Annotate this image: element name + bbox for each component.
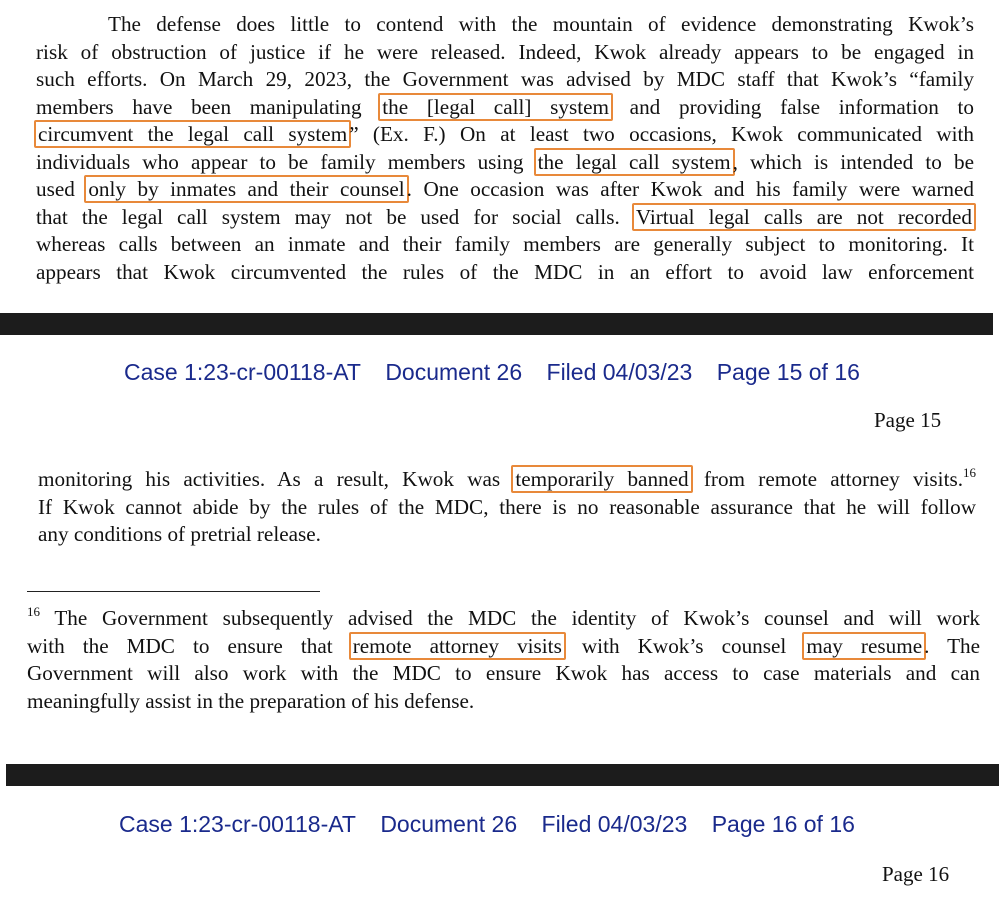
text-line <box>36 66 974 94</box>
case-number: Case 1:23-cr-00118-AT <box>124 359 361 385</box>
highlighted-phrase: remote attorney visits <box>349 632 566 660</box>
ecf-header-page16 <box>119 811 1000 838</box>
highlighted-phrase: only by inmates and their counsel <box>84 175 408 203</box>
ecf-header-page15 <box>124 359 1000 386</box>
page-separator-2 <box>6 764 999 786</box>
text-run: whereas calls between an inmate and their family members are generally subject to monitoring. It <box>36 232 974 256</box>
text-line <box>27 633 980 661</box>
filed-date: Filed 04/03/23 <box>546 359 693 385</box>
text-run: used <box>36 177 87 201</box>
text-run: with the MDC to ensure that <box>27 633 351 658</box>
page16-paragraph <box>38 466 976 549</box>
document-number: Document 26 <box>385 359 523 385</box>
page-count: Page 16 of 16 <box>711 811 855 837</box>
highlighted-phrase: circumvent the legal call system <box>34 120 351 148</box>
text-line <box>36 259 974 287</box>
text-run: individuals who appear to be family members using <box>36 149 536 174</box>
text-run: appears that Kwok circumvented the rules of the MDC in an effort to avoid law enforcement <box>36 259 974 284</box>
text-run: any conditions of pretrial release. <box>38 522 321 546</box>
text-run: monitoring his activities. As a result, Kwok was <box>38 467 514 491</box>
text-line <box>36 11 974 39</box>
text-line <box>36 39 974 67</box>
text-run: . The <box>924 633 981 658</box>
text-run: such efforts. On March 29, 2023, the Government was advised by MDC staff that Kwok’s “family <box>36 67 974 91</box>
text-run: The Government subsequently advised the MDC the identity of Kwok’s counsel and will work <box>40 606 980 630</box>
case-number: Case 1:23-cr-00118-AT <box>119 811 356 837</box>
text-run: and providing false information to <box>610 94 974 119</box>
text-run: The defense does little to contend with the mountain of evidence demonstrating Kwok’s <box>108 12 974 36</box>
text-line <box>36 121 974 149</box>
text-run: with Kwok’s counsel <box>563 633 805 658</box>
text-run: . One occasion was after Kwok and his family were warned <box>406 177 974 201</box>
footnote-reference: 16 <box>963 464 976 480</box>
text-run: meaningfully assist in the preparation of his defense. <box>27 688 475 713</box>
text-run: that the legal call system may not be used for social calls. <box>36 204 634 229</box>
page-separator <box>0 313 993 335</box>
highlighted-phrase: Virtual legal calls are not recorded <box>632 203 976 231</box>
page-number-16: Page 16 <box>882 862 950 886</box>
text-line <box>38 466 976 494</box>
text-line <box>38 494 976 522</box>
highlighted-phrase: may resume <box>802 632 926 660</box>
text-line <box>27 688 980 716</box>
text-line <box>36 94 974 122</box>
text-run: , which is intended to be <box>732 149 974 174</box>
text-line <box>36 204 974 232</box>
footnote-16 <box>27 605 980 715</box>
document-number: Document 26 <box>380 811 518 837</box>
footnote-divider <box>27 591 320 592</box>
highlighted-phrase: the legal call system <box>534 148 735 176</box>
page-number-15: Page 15 <box>874 408 942 432</box>
text-line <box>27 605 980 633</box>
filed-date: Filed 04/03/23 <box>541 811 688 837</box>
text-run: members have been manipulating <box>36 94 381 119</box>
text-run: If Kwok cannot abide by the rules of the MDC, there is no reasonable assurance that he will follow <box>38 494 976 519</box>
text-run: ” (Ex. F.) On at least two occasions, Kwok communicated with <box>349 122 974 146</box>
text-line <box>36 231 974 259</box>
text-line <box>38 521 976 549</box>
text-line <box>36 176 974 204</box>
text-line <box>36 149 974 177</box>
page15-paragraph <box>36 11 974 286</box>
highlighted-phrase: temporarily banned <box>511 465 692 493</box>
page-count: Page 15 of 16 <box>716 359 860 385</box>
text-run: from remote attorney visits. <box>690 467 963 491</box>
text-line <box>27 660 980 688</box>
footnote-number: 16 <box>27 603 40 619</box>
text-run: Government will also work with the MDC to ensure Kwok has access to case materials and can <box>27 661 980 685</box>
highlighted-phrase: the [legal call] system <box>378 93 613 121</box>
text-run: risk of obstruction of justice if he were released. Indeed, Kwok already appears to be engaged in <box>36 39 974 64</box>
